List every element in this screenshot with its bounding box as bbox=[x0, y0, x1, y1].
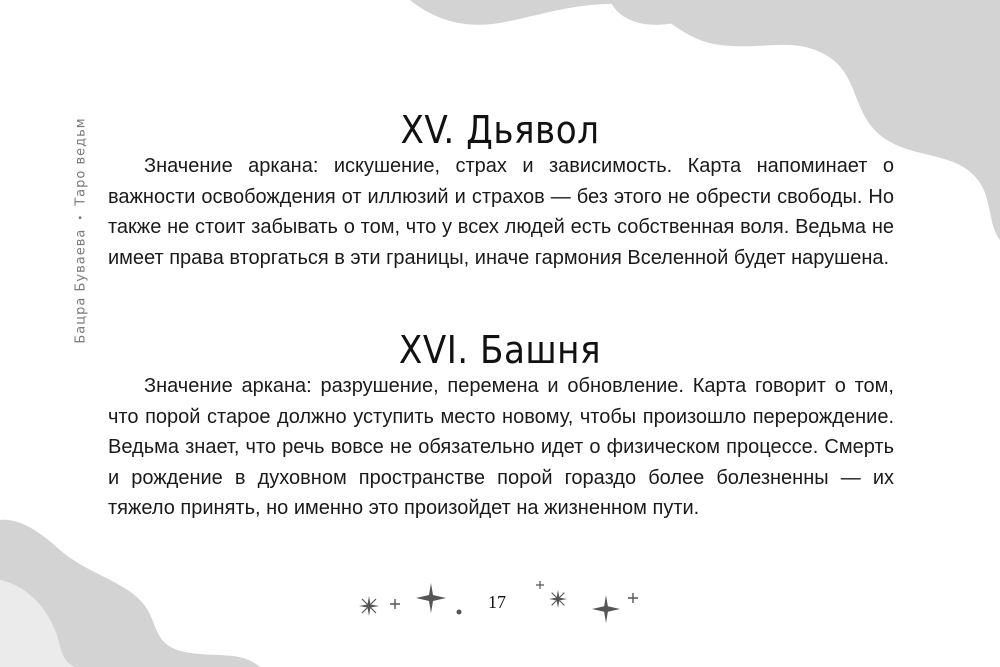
section-text-devil: Значение аркана: искушение, страх и зависимость. Карта напоминает о важности освобождения от иллюзий и страхов — без этого не обрести свободы. Но также не стоит забывать о том, что у всех людей есть собственная воля. Ведьма не имеет права вторгаться в эти границы, иначе гармония Вселенной будет нарушена. bbox=[108, 155, 894, 269]
running-head-author: Бацра Буваева bbox=[73, 228, 89, 344]
star-burst-icon bbox=[592, 595, 620, 623]
running-head-separator: • bbox=[75, 213, 87, 221]
section-text-tower: Значение аркана: разрушение, перемена и обновление. Карта говорит о том, что порой старое должно уступить место новому, чтобы произошло перерождение. Ведьма знает, что речь вовсе не обязательно идет о физическом процессе. Смерть и рождение в духовном пространстве порой гораздо более болезненны — их тяжело принять, но именно это произойдет на жизненном пути. bbox=[108, 375, 894, 519]
plus-star-icon bbox=[536, 581, 544, 589]
page-number: 17 bbox=[488, 592, 506, 612]
page-footer bbox=[350, 575, 650, 625]
sparkle-icon bbox=[548, 589, 568, 609]
plus-star-icon bbox=[628, 593, 638, 603]
plus-star-icon bbox=[390, 599, 400, 609]
running-head-book: Таро ведьм bbox=[73, 116, 89, 206]
star-burst-icon bbox=[416, 583, 446, 613]
running-head bbox=[67, 80, 95, 380]
section-title-devil: XV. Дьявол bbox=[400, 108, 600, 152]
section-title-tower: XVI. Башня bbox=[398, 328, 602, 372]
sparkle-icon bbox=[358, 595, 380, 617]
dot-icon bbox=[456, 609, 462, 615]
